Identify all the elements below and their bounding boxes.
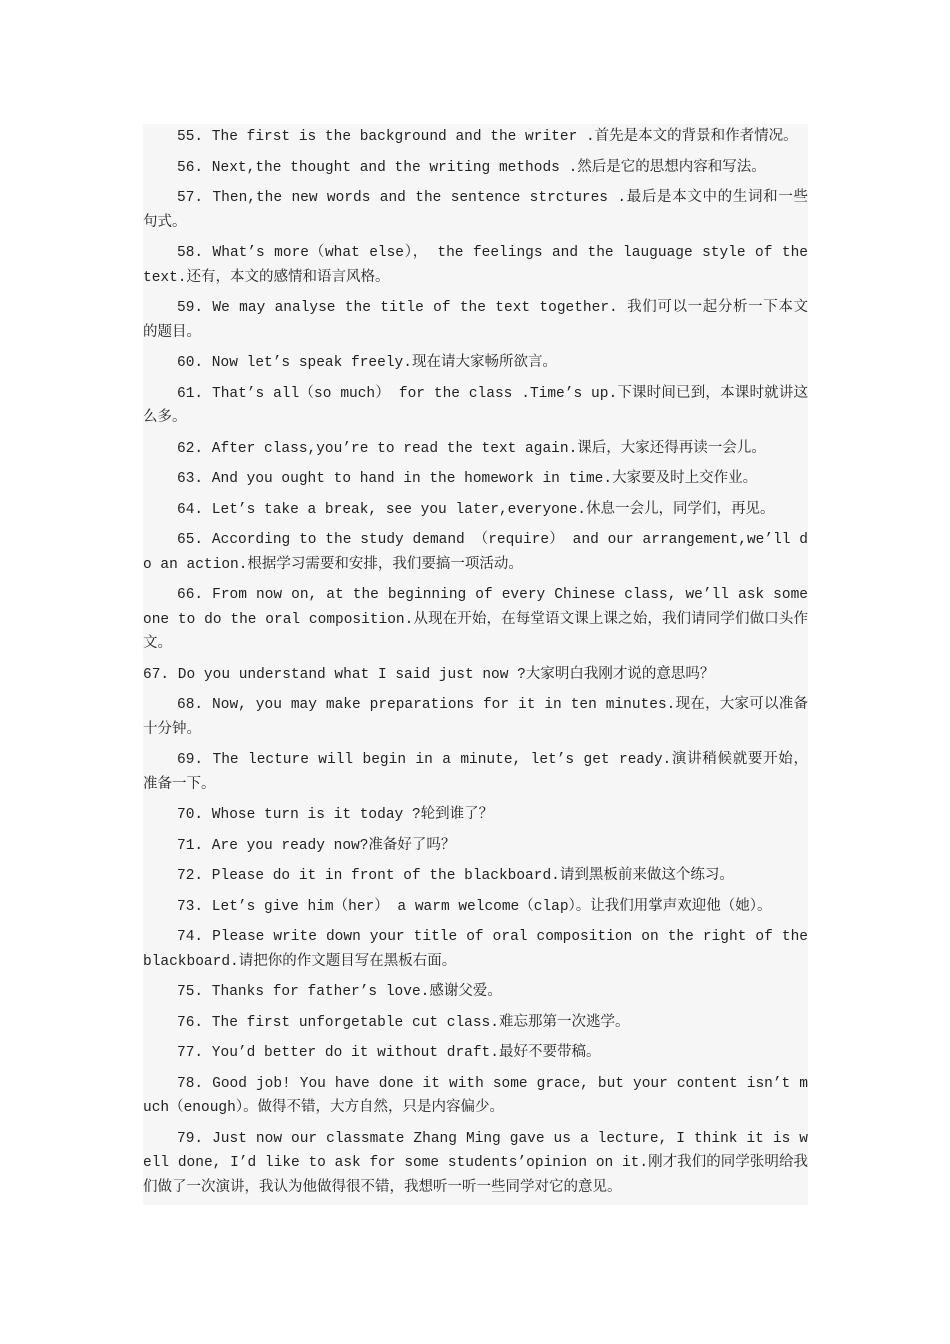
phrase-paragraph: 60. Now let’s speak freely.现在请大家畅所欲言。 [177,355,557,371]
phrase-paragraph: 57. Then,the new words and the sentence strctures .最后是本文中的生词和一些句式。 [143,190,808,231]
phrase-paragraph: 56. Next,the thought and the writing methods .然后是它的思想内容和写法。 [177,159,766,176]
phrase-paragraph: 68. Now, you may make preparations for it in ten minutes.现在，大家可以准备十分钟。 [143,697,808,738]
phrase-paragraph: 63. And you ought to hand in the homework in time.大家要及时上交作业。 [177,471,758,487]
phrase-paragraph: 65. According to the study demand （require） and our arrangement,we’ll do an action.根据学习需要和安排，我们要搞一项活动。 [143,532,808,573]
phrase-paragraph: 75. Thanks for father’s love.感谢父爱。 [177,984,502,1000]
phrase-paragraph: 73. Let’s give him（her） a warm welcome（clap）。让我们用掌声欢迎他（她）。 [177,898,772,915]
phrase-paragraph: 67. Do you understand what I said just now ?大家明白我刚才说的意思吗？ [143,666,715,683]
phrase-paragraph: 76. The first unforgetable cut class.难忘那第一次逃学。 [177,1014,630,1031]
phrase-paragraph: 59. We may analyse the title of the text together. 我们可以一起分析一下本文的题目。 [143,300,808,341]
phrase-paragraph: 74. Please write down your title of oral composition on the right of the blackboard.请把你的作文题目写在黑板右面。 [143,929,808,970]
phrase-paragraph: 62. After class,you’re to read the text again.课后，大家还得再读一会儿。 [177,440,766,457]
phrase-paragraph: 72. Please do it in front of the blackboard.请到黑板前来做这个练习。 [177,868,734,884]
phrase-paragraph: 55. The first is the background and the writer .首先是本文的背景和作者情况。 [177,129,798,145]
phrase-paragraph: 79. Just now our classmate Zhang Ming gave us a lecture, I think it is well done, I’d like to ask for some students’opinion on it.刚才我们的同学张明给我们做了一次演讲，我认为他做得很不错，我想听一听一些同学对它的意见。 [143,1130,808,1196]
phrase-paragraph: 77. You’d better do it without draft.最好不要带稿。 [177,1045,601,1061]
phrase-paragraph: 78. Good job! You have done it with some grace, but your content isn’t much（enough）。做得不错，大方自然，只是内容偏少。 [143,1075,808,1116]
phrase-paragraph: 71. Are you ready now?准备好了吗？ [177,837,456,854]
document-body [143,124,808,1205]
phrase-paragraph: 69. The lecture will begin in a minute, let’s get ready.演讲稍候就要开始，准备一下。 [143,752,808,793]
phrase-paragraph: 61. That’s all（so much） for the class .Time’s up.下课时间已到，本课时就讲这么多。 [143,385,808,426]
phrase-paragraph: 58. What’s more（what else）， the feelings and the lauguage style of the text.还有，本文的感情和语言风格。 [143,245,808,286]
phrase-paragraph: 66. From now on, at the beginning of every Chinese class, we’ll ask someone to do the oral composition.从现在开始，在每堂语文课上课之始，我们请同学们做口头作文。 [143,587,808,652]
phrase-paragraph: 64. Let’s take a break, see you later,everyone.休息一会儿，同学们，再见。 [177,501,775,518]
phrase-paragraph: 70. Whose turn is it today ?轮到谁了？ [177,807,494,823]
